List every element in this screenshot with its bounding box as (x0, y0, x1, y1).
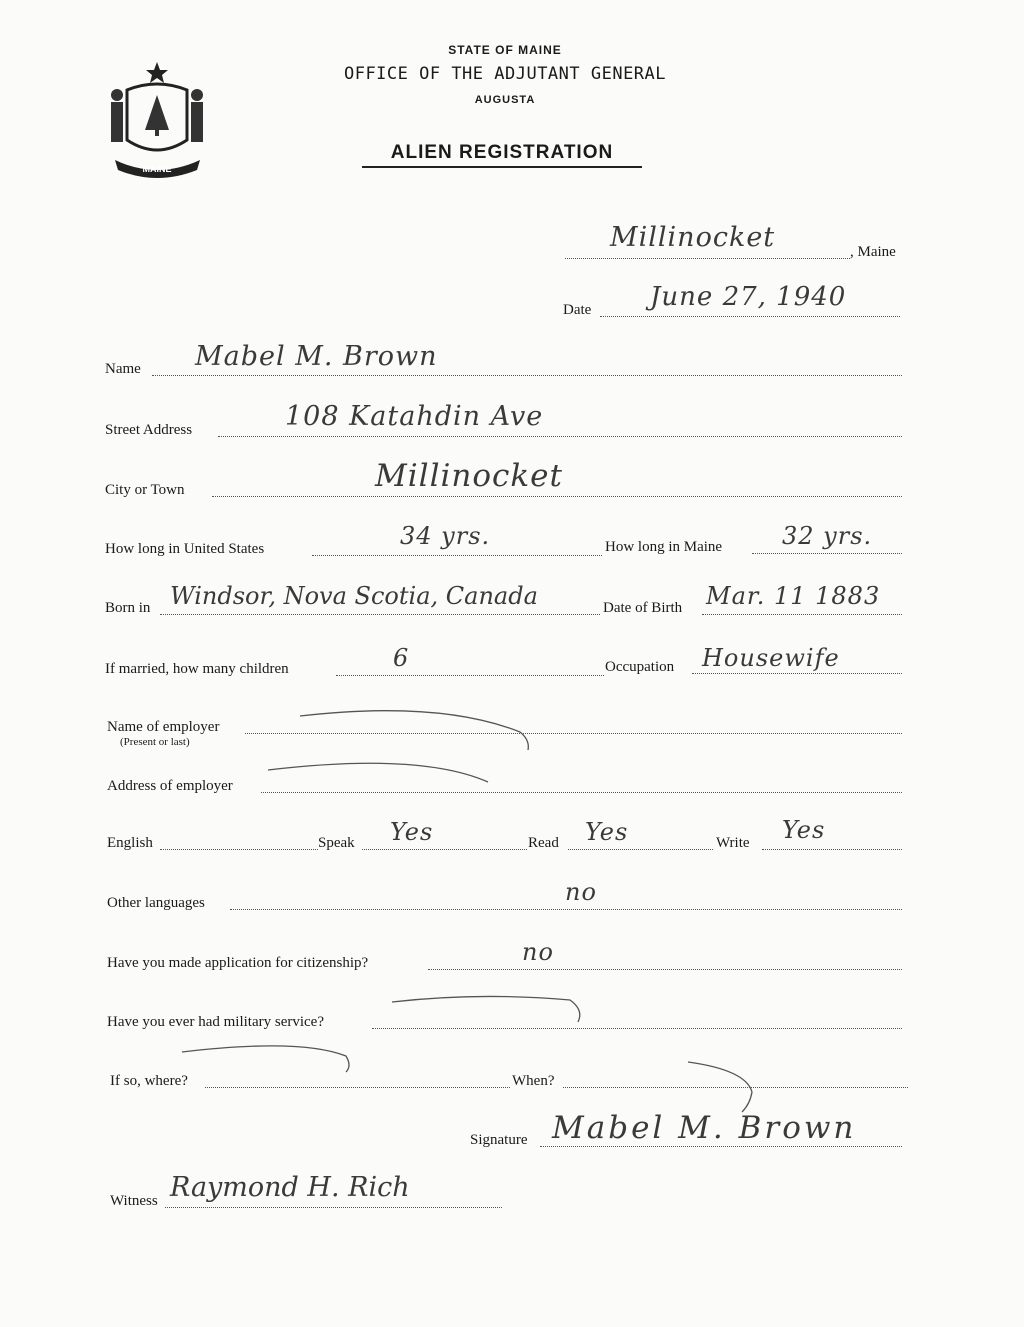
street-address-value: 108 Katahdin Ave (285, 401, 544, 432)
date-label: Date (563, 302, 592, 318)
other-languages-value: no (565, 878, 597, 906)
speak-value: Yes (390, 818, 434, 846)
witness-label: Witness (110, 1193, 158, 1209)
employer-name-sublabel: (Present or last) (120, 736, 190, 748)
signature-value: Mabel M. Brown (552, 1110, 857, 1146)
witness-value: Raymond H. Rich (170, 1172, 410, 1203)
state-heading: STATE OF MAINE (448, 43, 562, 57)
name-value: Mabel M. Brown (195, 341, 438, 372)
english-label: English (107, 835, 153, 851)
how-long-maine-value: 32 yrs. (782, 522, 873, 550)
office-heading: OFFICE OF THE ADJUTANT GENERAL (343, 64, 667, 84)
seal-label: MAINE (142, 164, 172, 174)
city-label: City or Town (105, 482, 185, 498)
location-value: Millinocket (610, 222, 776, 253)
how-long-us-value: 34 yrs. (400, 522, 491, 550)
citizenship-label: Have you made application for citizenship? (107, 955, 369, 971)
city-heading: AUGUSTA (474, 94, 536, 106)
date-of-birth-label: Date of Birth (603, 600, 683, 616)
where-label: If so, where? (110, 1073, 188, 1089)
read-label: Read (528, 835, 559, 851)
street-address-label: Street Address (105, 422, 193, 438)
date-value: June 27, 1940 (650, 282, 847, 312)
children-value: 6 (393, 644, 410, 672)
page-title: ALIEN REGISTRATION (362, 142, 642, 168)
occupation-value: Housewife (702, 644, 840, 672)
location-suffix: , Maine (850, 244, 896, 260)
write-value: Yes (782, 816, 826, 844)
date-of-birth-value: Mar. 11 1883 (706, 582, 881, 610)
when-label: When? (512, 1073, 555, 1089)
write-label: Write (716, 835, 750, 851)
how-long-maine-label: How long in Maine (605, 539, 723, 555)
citizenship-value: no (522, 938, 554, 966)
employer-name-label: Name of employer (107, 719, 220, 735)
other-languages-label: Other languages (107, 895, 205, 911)
how-long-us-label: How long in United States (105, 541, 265, 557)
employer-address-label: Address of employer (107, 778, 233, 794)
military-label: Have you ever had military service? (107, 1014, 324, 1030)
children-label: If married, how many children (105, 661, 289, 677)
read-value: Yes (585, 818, 629, 846)
born-in-value: Windsor, Nova Scotia, Canada (170, 582, 538, 610)
born-in-label: Born in (105, 600, 151, 616)
signature-label: Signature (470, 1132, 528, 1148)
city-value: Millinocket (375, 458, 563, 494)
name-label: Name (105, 361, 141, 377)
speak-label: Speak (318, 835, 355, 851)
occupation-label: Occupation (605, 659, 675, 675)
